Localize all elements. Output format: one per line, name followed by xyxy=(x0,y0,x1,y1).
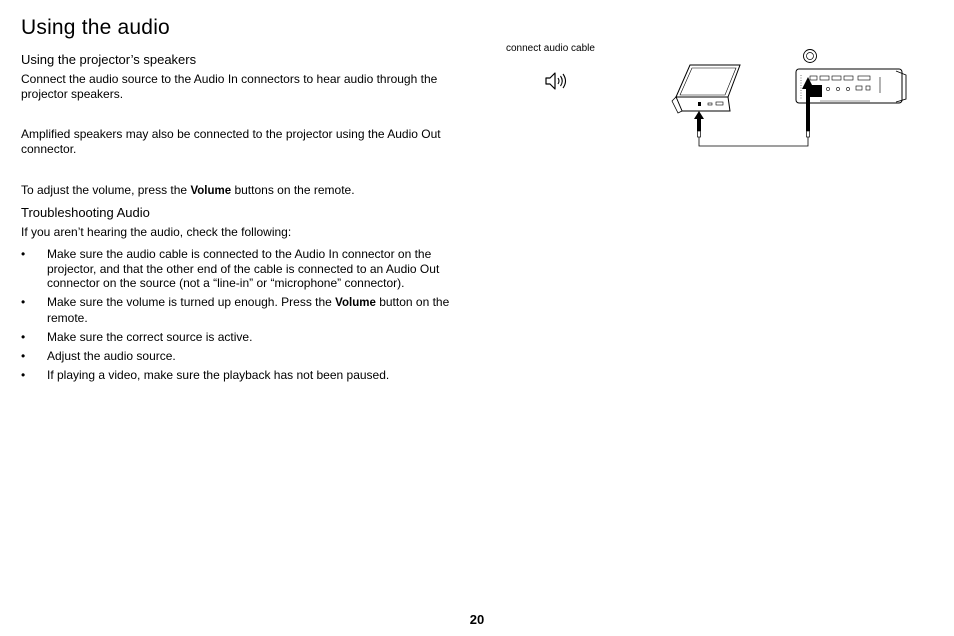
volume-keyword: Volume xyxy=(190,185,232,197)
bullet-marker: • xyxy=(21,348,26,363)
list-item xyxy=(21,368,471,383)
bullet-text: Make sure the correct source is active. xyxy=(47,329,253,344)
troubleshooting-list xyxy=(21,247,471,387)
bullet-text: Make sure the volume is turned up enough. Press the xyxy=(47,295,336,309)
volume-paragraph xyxy=(21,183,471,199)
bullet-marker: • xyxy=(21,295,26,309)
list-item xyxy=(21,247,471,291)
section-heading-speakers: Using the projector’s speakers xyxy=(21,52,197,67)
figure-caption: connect audio cable xyxy=(506,43,595,54)
volume-text-after: buttons on the remote. xyxy=(231,183,355,197)
volume-text-before: To adjust the volume, press the xyxy=(21,183,191,197)
speakers-paragraph-2: Amplified speakers may also be connected to the projector using the Audio Out connector. xyxy=(21,127,441,156)
list-item xyxy=(21,330,471,345)
bullet-volume-keyword: Volume xyxy=(335,297,376,309)
audio-connection-diagram xyxy=(670,45,910,153)
bullet-marker: • xyxy=(21,329,26,344)
bullet-marker: • xyxy=(21,247,26,261)
bullet-text: Adjust the audio source. xyxy=(47,348,176,363)
bullet-text: If playing a video, make sure the playback has not been paused. xyxy=(47,367,390,382)
bullet-text: Make sure the audio cable is connected to the Audio In connector on the projector, and that the other end of the cable is connected to an Audio Out connector on the source (not a “line-in” or “microphone” connector). xyxy=(47,247,440,290)
laptop-icon xyxy=(672,65,740,113)
list-item xyxy=(21,295,471,325)
arrow-up-icon xyxy=(694,111,704,131)
audio-cable xyxy=(698,131,810,146)
troubleshooting-intro: If you aren’t hearing the audio, check the following: xyxy=(21,225,292,239)
speaker-icon xyxy=(544,71,568,91)
page-number: 20 xyxy=(469,612,485,627)
list-item xyxy=(21,349,471,364)
section-heading-troubleshooting: Troubleshooting Audio xyxy=(21,205,150,220)
bullet-text-after: button on the remote. xyxy=(47,295,450,325)
speakers-paragraph-1: Connect the audio source to the Audio In connectors to hear audio through the projector speakers. xyxy=(21,72,438,101)
bullet-marker: • xyxy=(21,367,26,382)
projector-icon xyxy=(796,50,906,104)
page-title: Using the audio xyxy=(21,16,170,39)
